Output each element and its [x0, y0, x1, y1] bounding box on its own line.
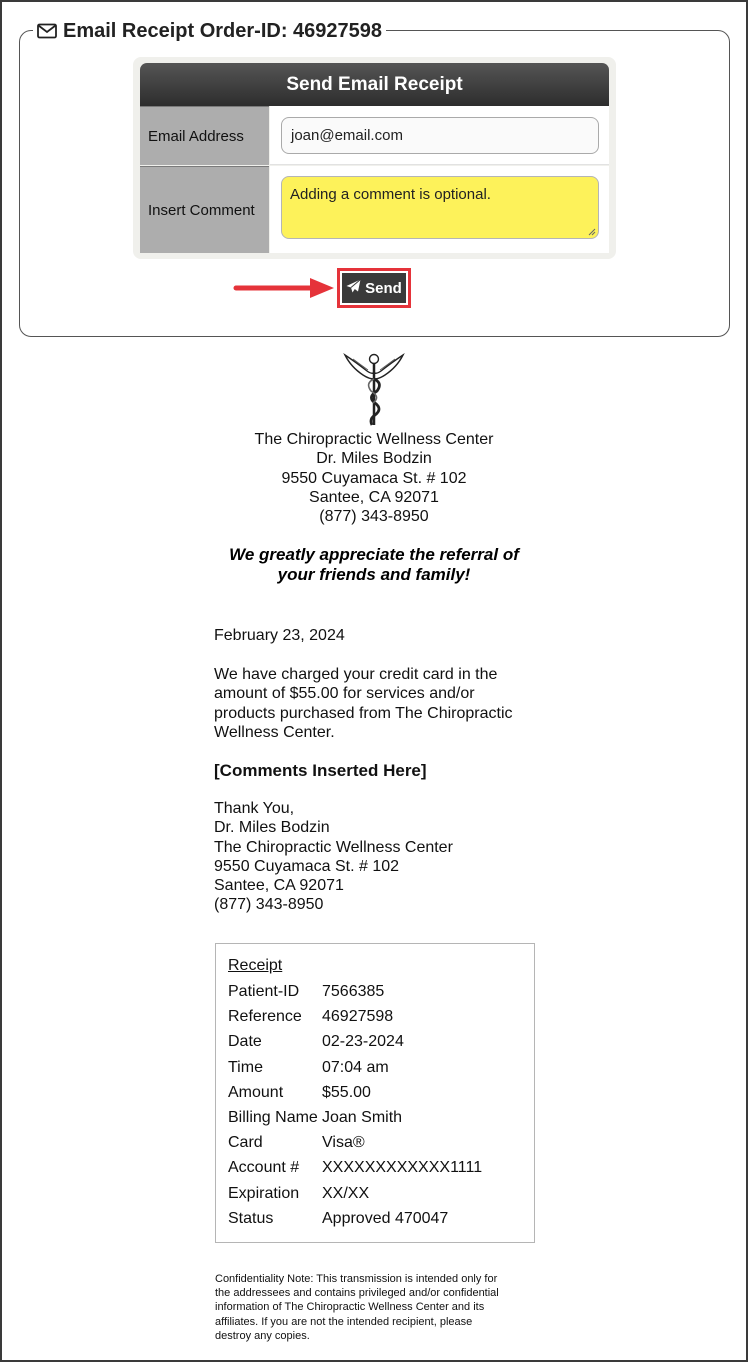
envelope-icon — [37, 23, 57, 39]
receipt-row — [228, 1210, 528, 1228]
conf-line: information of The Chiropractic Wellness Center and its — [215, 1301, 485, 1314]
receipt-value: Joan Smith — [322, 1109, 403, 1126]
receipt-label: Time — [228, 1058, 263, 1076]
letter-body — [214, 665, 534, 742]
letter-date: February 23, 2024 — [214, 627, 345, 644]
receipt-value: 46927598 — [322, 1008, 394, 1026]
receipt-label: Card — [228, 1134, 263, 1152]
receipt-value: 07:04 am — [322, 1058, 389, 1076]
receipt-label: Billing Name — [228, 1109, 318, 1126]
paper-plane-icon — [346, 279, 361, 297]
send-button[interactable] — [337, 268, 411, 308]
practice-address2: Santee, CA 92071 — [309, 488, 439, 506]
practice-address1: 9550 Cuyamaca St. # 102 — [281, 469, 467, 487]
signoff: Thank You, — [214, 800, 295, 817]
receipt-row — [228, 1185, 528, 1203]
receipt-row — [228, 1008, 528, 1026]
red-arrow-annotation — [232, 276, 336, 300]
body-line: amount of $55.00 for services and/or — [214, 685, 475, 703]
tagline-line: We greatly appreciate the referral of — [229, 545, 519, 564]
conf-line: Confidentiality Note: This transmission is intended only for — [215, 1273, 498, 1285]
sig-practice-name: The Chiropractic Wellness Center — [214, 838, 453, 856]
practice-doctor: Dr. Miles Bodzin — [316, 450, 432, 468]
receipt-value: Approved 470047 — [322, 1209, 449, 1227]
body-line: products purchased from The Chiropractic — [214, 704, 513, 722]
comment-placeholder: Adding a comment is optional. — [290, 186, 491, 203]
send-label: Send — [365, 279, 402, 297]
receipt-row — [228, 1033, 528, 1051]
caduceus-logo — [341, 349, 407, 429]
conf-line: the addressees and contains privileged and/or confidential — [215, 1287, 499, 1300]
fieldset-legend — [33, 18, 386, 44]
conf-line: destroy any copies. — [215, 1329, 310, 1342]
receipt-value: XX/XX — [322, 1184, 370, 1202]
comments-placeholder: [Comments Inserted Here] — [214, 761, 427, 780]
receipt-value: Visa® — [322, 1134, 365, 1152]
receipt-row — [228, 1059, 528, 1077]
confidentiality-note — [215, 1272, 535, 1343]
receipt-label: Amount — [228, 1083, 284, 1101]
sig-phone: (877) 343-8950 — [214, 896, 324, 914]
body-line: Wellness Center. — [214, 723, 335, 741]
legend-title: Email Receipt Order-ID: 46927598 — [63, 19, 383, 42]
email-label: Email Address — [140, 106, 269, 165]
practice-phone: (877) 343-8950 — [319, 508, 429, 526]
receipt-row — [228, 1134, 528, 1152]
receipt-row — [228, 983, 528, 1001]
receipt-label: Patient-ID — [228, 983, 300, 1000]
receipt-value: 7566385 — [322, 983, 385, 1000]
receipt-value: $55.00 — [322, 1083, 371, 1101]
sig-address1: 9550 Cuyamaca St. # 102 — [214, 857, 400, 875]
referral-tagline — [174, 545, 574, 585]
email-field[interactable] — [281, 117, 599, 154]
receipt-title: Receipt — [228, 957, 283, 974]
comment-textarea[interactable] — [281, 176, 599, 239]
letter-signature — [214, 799, 534, 915]
receipt-label: Status — [228, 1209, 274, 1227]
practice-info — [174, 430, 574, 526]
practice-name: The Chiropractic Wellness Center — [254, 431, 494, 448]
email-value: joan@email.com — [291, 127, 403, 144]
receipt-row — [228, 1109, 528, 1127]
resize-grip-icon[interactable] — [588, 228, 596, 236]
body-line: We have charged your credit card in the — [214, 666, 498, 683]
tagline-line: your friends and family! — [277, 565, 471, 584]
receipt-label: Date — [228, 1033, 262, 1051]
comment-label: Insert Comment — [140, 166, 269, 253]
receipt-label: Reference — [228, 1008, 302, 1026]
receipt-label: Account # — [228, 1159, 300, 1177]
conf-line: affiliates. If you are not the intended recipient, please — [215, 1315, 473, 1328]
receipt-row — [228, 1159, 528, 1177]
receipt-label: Expiration — [228, 1184, 300, 1202]
form-header: Send Email Receipt — [140, 63, 609, 106]
receipt-value: XXXXXXXXXXXX1111 — [322, 1159, 483, 1177]
sig-address2: Santee, CA 92071 — [214, 877, 344, 895]
receipt-row — [228, 1084, 528, 1102]
sig-doctor: Dr. Miles Bodzin — [214, 819, 330, 837]
receipt-value: 02-23-2024 — [322, 1033, 404, 1051]
